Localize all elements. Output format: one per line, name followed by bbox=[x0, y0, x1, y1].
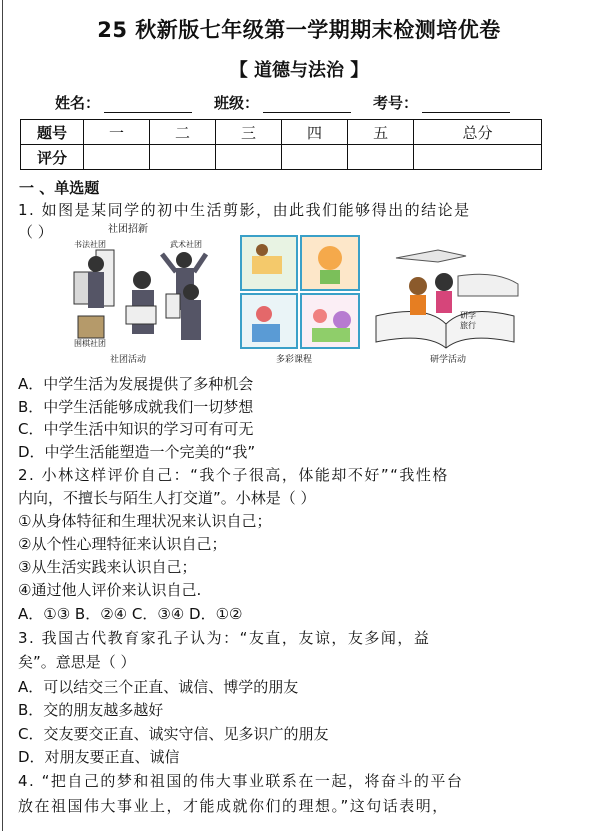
score-cell[interactable] bbox=[150, 145, 216, 170]
club-activities-image bbox=[74, 222, 206, 365]
statement-item: ③从生活实践来认识自己； bbox=[18, 558, 197, 576]
study-trip-image bbox=[376, 250, 518, 365]
page-border-line bbox=[2, 0, 3, 831]
figure-drawing bbox=[66, 220, 526, 370]
option-b[interactable]: B．中学生活能够成就我们一切梦想 bbox=[18, 398, 254, 416]
name-label: 姓名： bbox=[55, 94, 101, 112]
question-line: 4. “把自己的梦和祖国的伟大事业联系在一起，将奋斗的平台 bbox=[18, 772, 464, 790]
class-field[interactable] bbox=[214, 92, 351, 113]
label-martial-arts-club: 武术社团 bbox=[170, 240, 202, 249]
section-title: 一 、单选题 bbox=[19, 179, 100, 197]
column-header: 一 bbox=[84, 120, 150, 145]
question-line: 内向，不擅长与陌生人打交道”。小林是（ ） bbox=[18, 489, 316, 507]
column-header: 四 bbox=[282, 120, 348, 145]
column-header: 五 bbox=[348, 120, 414, 145]
option-b[interactable]: B．交的朋友越多越好 bbox=[18, 701, 164, 719]
score-cell[interactable] bbox=[84, 145, 150, 170]
column-header: 三 bbox=[216, 120, 282, 145]
label-go-club: 围棋社团 bbox=[74, 339, 106, 348]
colorful-courses-image bbox=[241, 236, 359, 365]
caption-club-recruitment: 社团招新 bbox=[108, 224, 148, 235]
label-study-travel-2: 旅行 bbox=[460, 321, 476, 330]
id-label: 考号： bbox=[373, 94, 419, 112]
score-cell[interactable] bbox=[282, 145, 348, 170]
option-d[interactable]: D．中学生活能塑造一个完美的“我” bbox=[18, 443, 256, 461]
statement-item: ④通过他人评价来认识自己. bbox=[18, 581, 202, 599]
column-header: 总分 bbox=[414, 120, 542, 145]
class-label: 班级： bbox=[214, 94, 260, 112]
question-line: 3. 我国古代教育家孔子认为：“友直，友谅，友多闻，益 bbox=[18, 629, 431, 647]
name-field[interactable] bbox=[55, 92, 192, 113]
student-info-row bbox=[55, 92, 522, 113]
score-cell[interactable] bbox=[348, 145, 414, 170]
option-d[interactable]: D．对朋友要正直、诚信 bbox=[18, 748, 180, 766]
score-label: 评分 bbox=[21, 145, 84, 170]
question-line: （ ） bbox=[18, 223, 53, 241]
option-a[interactable]: A．可以结交三个正直、诚信、博学的朋友 bbox=[18, 678, 299, 696]
score-table bbox=[20, 119, 542, 170]
question-line: 矣”。意思是（ ） bbox=[18, 653, 136, 671]
option-c[interactable]: C．交友要交正直、诚实守信、见多识广的朋友 bbox=[18, 725, 329, 743]
caption-colorful-courses: 多彩课程 bbox=[276, 355, 313, 365]
question-number-label: 题号 bbox=[21, 120, 84, 145]
score-table-header-row bbox=[21, 120, 542, 145]
question-line: 1. 如图是某同学的初中生活剪影，由此我们能够得出的结论是 bbox=[18, 201, 471, 219]
question-line: 2. 小林这样评价自己：“我个子很高，体能却不好”“我性格 bbox=[18, 466, 449, 484]
column-header: 二 bbox=[150, 120, 216, 145]
figure-illustration bbox=[66, 220, 526, 370]
caption-study-activities: 研学活动 bbox=[430, 355, 467, 365]
score-table-score-row bbox=[21, 145, 542, 170]
statement-item: ①从身体特征和生理状况来认识自己； bbox=[18, 512, 272, 530]
question-line: 放在祖国伟大事业上，才能成就你们的理想。”这句话表明， bbox=[18, 797, 449, 815]
id-blank[interactable] bbox=[422, 98, 510, 113]
score-cell[interactable] bbox=[216, 145, 282, 170]
class-blank[interactable] bbox=[263, 98, 351, 113]
exam-title: 25 秋新版七年级第一学期期末检测培优卷 bbox=[97, 18, 501, 42]
label-calligraphy-club: 书法社团 bbox=[74, 240, 106, 249]
exam-subject: 【 道德与法治 】 bbox=[229, 60, 369, 81]
option-a[interactable]: A．中学生活为发展提供了多种机会 bbox=[18, 375, 254, 393]
caption-club-activities: 社团活动 bbox=[110, 355, 147, 365]
statement-item: ②从个性心理特征来认识自己； bbox=[18, 535, 227, 553]
option-c[interactable]: C．中学生活中知识的学习可有可无 bbox=[18, 420, 254, 438]
options-row[interactable]: A．①③ B．②④ C．③④ D．①② bbox=[18, 605, 243, 623]
id-field[interactable] bbox=[373, 92, 510, 113]
score-cell[interactable] bbox=[414, 145, 542, 170]
label-study-travel: 研学 bbox=[460, 311, 476, 320]
name-blank[interactable] bbox=[104, 98, 192, 113]
